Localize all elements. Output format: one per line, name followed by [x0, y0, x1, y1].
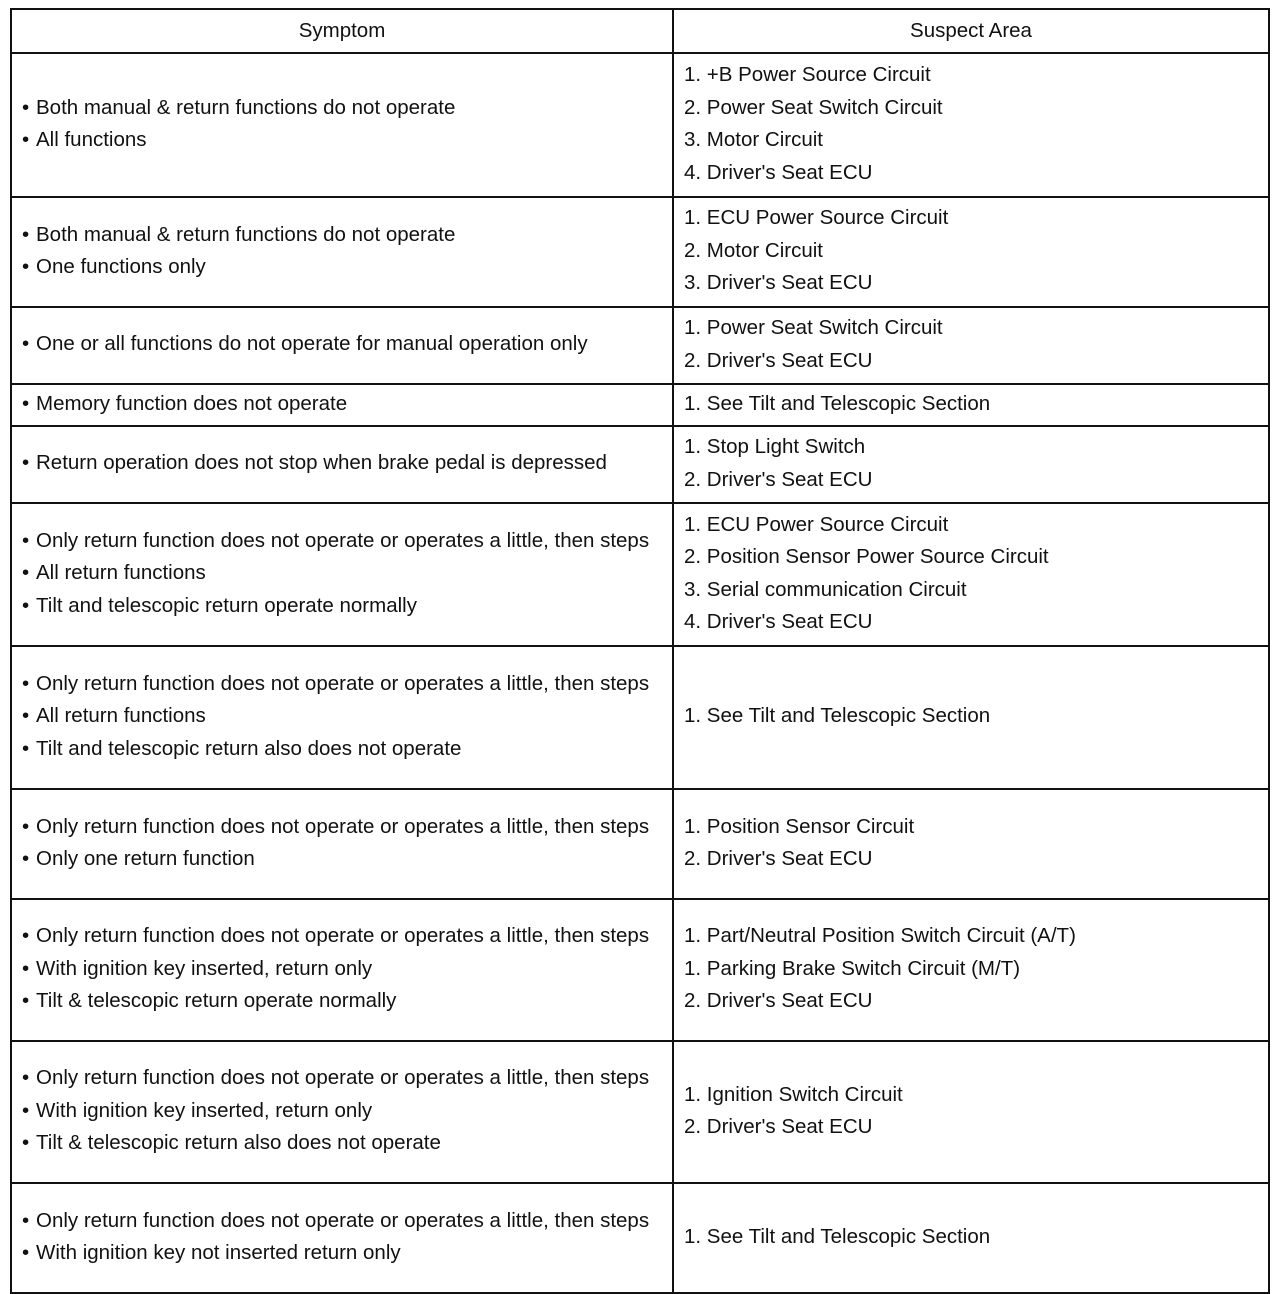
suspect-area-item: 4. Driver's Seat ECU — [684, 610, 873, 633]
suspect-area-item: 2. Driver's Seat ECU — [684, 348, 873, 372]
suspect-area-list — [684, 431, 1262, 496]
symptom-cell — [11, 503, 673, 646]
table-row — [11, 307, 1269, 384]
symptom-item: • Memory function does not operate — [22, 388, 666, 421]
symptom-cell — [11, 384, 673, 426]
symptom-item: • Only return function does not operate or operates a little, then steps — [22, 525, 666, 558]
table-body — [11, 53, 1269, 1293]
suspect-area-item: 4. Driver's Seat ECU — [684, 160, 873, 184]
suspect-area-list — [684, 59, 1262, 189]
table-row — [11, 197, 1269, 307]
suspect-area-cell — [673, 789, 1269, 899]
symptom-cell — [11, 899, 673, 1041]
suspect-area-item: 1. See Tilt and Telescopic Section — [684, 704, 991, 728]
symptom-cell — [11, 646, 673, 789]
suspect-area-list — [684, 1221, 1262, 1254]
symptom-list — [22, 328, 666, 361]
symptom-item: • With ignition key inserted, return only — [22, 1095, 666, 1128]
suspect-area-item: 1. +B Power Source Circuit — [684, 63, 931, 86]
troubleshooting-table-container — [10, 8, 1268, 1294]
suspect-area-list — [684, 509, 1262, 639]
symptom-list — [22, 811, 666, 876]
table-row — [11, 646, 1269, 789]
table-row — [11, 789, 1269, 899]
suspect-area-column-header: Suspect Area — [673, 9, 1269, 53]
symptom-item: • One or all functions do not operate for manual operation only — [22, 328, 666, 361]
suspect-area-item: 3. Driver's Seat ECU — [684, 271, 873, 295]
suspect-area-item: 1. See Tilt and Telescopic Section — [684, 1224, 991, 1248]
table-row — [11, 899, 1269, 1041]
suspect-area-item: 2. Driver's Seat ECU — [684, 989, 873, 1013]
suspect-area-item: 2. Motor Circuit — [684, 238, 823, 262]
suspect-area-item: 2. Position Sensor Power Source Circuit — [684, 545, 1049, 568]
suspect-area-item: 1. Ignition Switch Circuit — [684, 1082, 903, 1106]
suspect-area-item: 1. Power Seat Switch Circuit — [684, 316, 943, 339]
suspect-area-cell — [673, 426, 1269, 503]
suspect-area-item: 1. Parking Brake Switch Circuit (M/T) — [684, 956, 1021, 980]
suspect-area-item: 3. Motor Circuit — [684, 128, 823, 151]
symptom-item: • Tilt and telescopic return operate normally — [22, 590, 666, 623]
symptom-list — [22, 525, 666, 623]
symptom-list — [22, 668, 666, 766]
symptom-item: • Only return function does not operate or operates a little, then steps — [22, 1062, 666, 1095]
symptom-item: • With ignition key inserted, return only — [22, 953, 666, 986]
table-row — [11, 53, 1269, 197]
symptom-item: • All return functions — [22, 700, 666, 733]
suspect-area-cell — [673, 1041, 1269, 1183]
suspect-area-cell — [673, 503, 1269, 646]
table-row — [11, 503, 1269, 646]
troubleshooting-table — [10, 8, 1270, 1294]
table-row — [11, 1183, 1269, 1293]
symptom-item: • All return functions — [22, 557, 666, 590]
suspect-area-list — [684, 312, 1262, 377]
symptom-cell — [11, 789, 673, 899]
table-row — [11, 1041, 1269, 1183]
suspect-area-item: 1. ECU Power Source Circuit — [684, 206, 949, 230]
suspect-area-item: 1. ECU Power Source Circuit — [684, 512, 949, 536]
suspect-area-item: 1. See Tilt and Telescopic Section — [684, 391, 991, 415]
suspect-area-list — [684, 202, 1262, 300]
suspect-area-item: 2. Driver's Seat ECU — [684, 847, 873, 870]
suspect-area-cell — [673, 646, 1269, 789]
symptom-item: • Only return function does not operate or operates a little, then steps — [22, 668, 666, 701]
symptom-cell — [11, 1041, 673, 1183]
symptom-column-header: Symptom — [11, 9, 673, 53]
symptom-cell — [11, 53, 673, 197]
suspect-area-item: 1. Position Sensor Circuit — [684, 814, 915, 838]
symptom-list — [22, 388, 666, 421]
symptom-item: • Only one return function — [22, 843, 666, 876]
suspect-area-list — [684, 811, 1262, 876]
suspect-area-item: 2. Driver's Seat ECU — [684, 1115, 873, 1138]
symptom-item: • Only return function does not operate or operates a little, then steps — [22, 811, 666, 844]
symptom-list — [22, 219, 666, 284]
suspect-area-cell — [673, 197, 1269, 307]
table-row — [11, 426, 1269, 503]
symptom-item: • Tilt & telescopic return operate normally — [22, 985, 666, 1018]
suspect-area-cell — [673, 53, 1269, 197]
suspect-area-item: 1. Part/Neutral Position Switch Circuit (A/T) — [684, 924, 1076, 948]
suspect-area-item: 2. Power Seat Switch Circuit — [684, 95, 943, 119]
symptom-item: • Both manual & return functions do not operate — [22, 92, 666, 125]
symptom-item: • Only return function does not operate or operates a little, then steps — [22, 1205, 666, 1238]
suspect-area-list — [684, 1079, 1262, 1144]
suspect-area-list — [684, 920, 1262, 1018]
symptom-list — [22, 920, 666, 1018]
symptom-cell — [11, 1183, 673, 1293]
suspect-area-cell — [673, 1183, 1269, 1293]
symptom-item: • Only return function does not operate or operates a little, then steps — [22, 920, 666, 953]
suspect-area-list — [684, 700, 1262, 733]
symptom-list — [22, 1062, 666, 1160]
symptom-item: • One functions only — [22, 251, 666, 284]
symptom-cell — [11, 426, 673, 503]
symptom-cell — [11, 307, 673, 384]
symptom-item: • Both manual & return functions do not operate — [22, 219, 666, 252]
suspect-area-cell — [673, 899, 1269, 1041]
table-header-row — [11, 9, 1269, 53]
symptom-item: • All functions — [22, 124, 666, 157]
symptom-item: • With ignition key not inserted return only — [22, 1237, 666, 1270]
symptom-list — [22, 92, 666, 157]
suspect-area-cell — [673, 384, 1269, 426]
suspect-area-item: 1. Stop Light Switch — [684, 435, 866, 458]
table-row — [11, 384, 1269, 426]
suspect-area-list — [684, 388, 1262, 421]
symptom-list — [22, 1205, 666, 1270]
suspect-area-item: 2. Driver's Seat ECU — [684, 467, 873, 491]
symptom-item: • Tilt and telescopic return also does not operate — [22, 733, 666, 766]
suspect-area-cell — [673, 307, 1269, 384]
symptom-item: • Tilt & telescopic return also does not operate — [22, 1127, 666, 1160]
symptom-list — [22, 447, 666, 480]
symptom-cell — [11, 197, 673, 307]
symptom-item: • Return operation does not stop when brake pedal is depressed — [22, 447, 666, 480]
suspect-area-item: 3. Serial communication Circuit — [684, 577, 967, 601]
